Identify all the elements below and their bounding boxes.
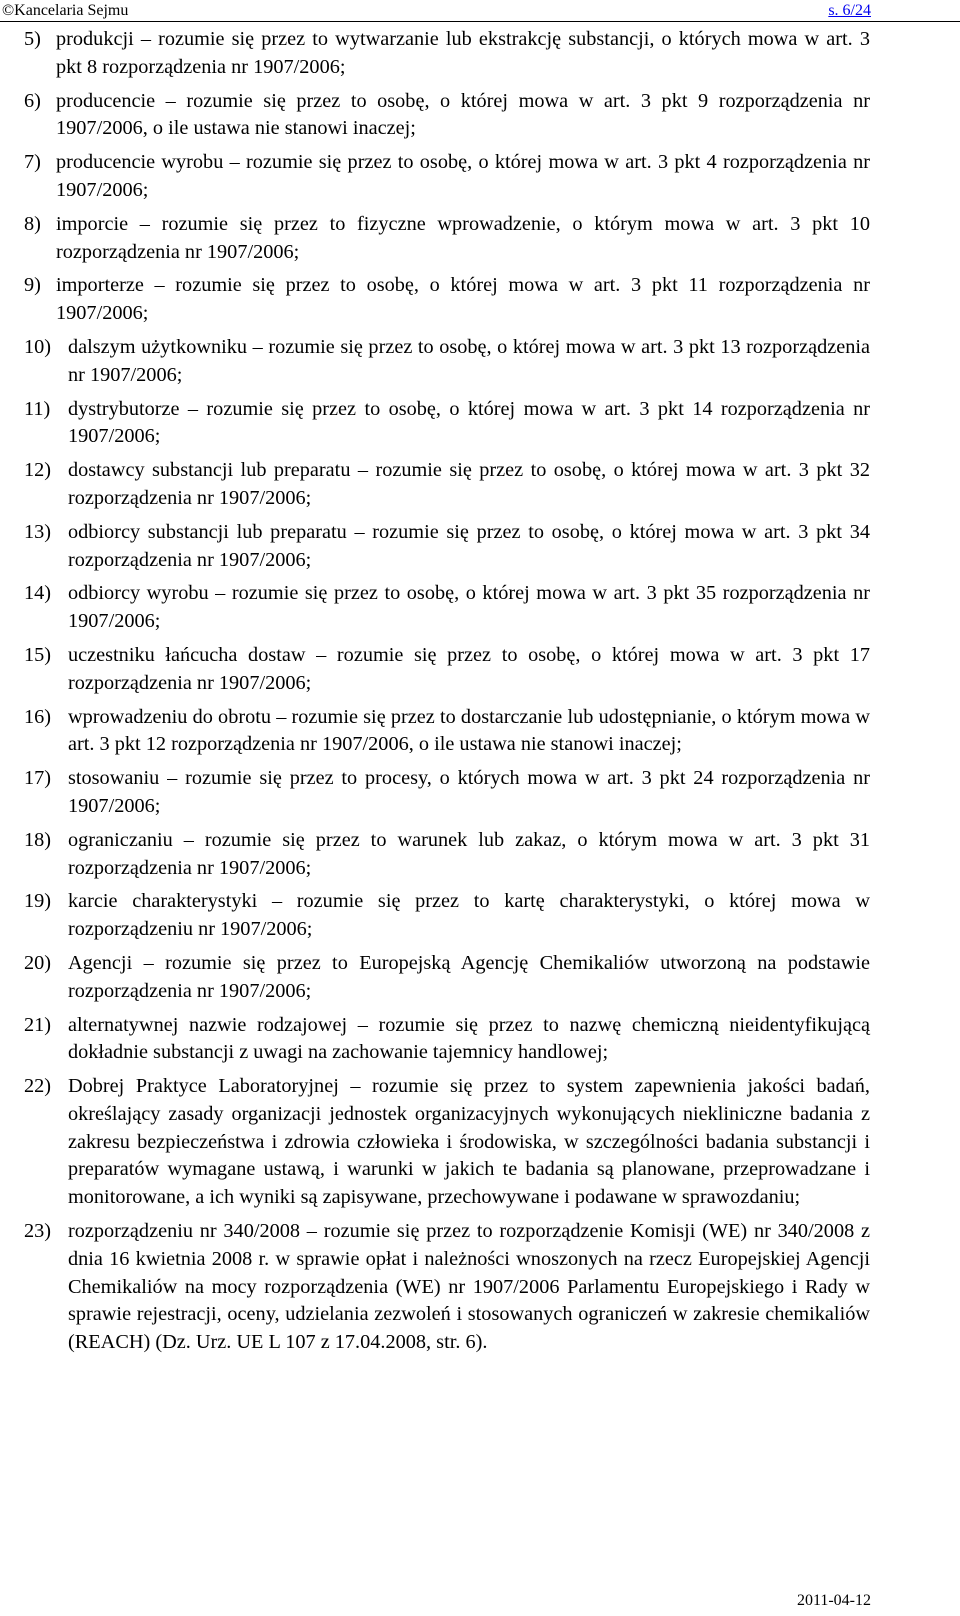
item-text: wprowadzeniu do obrotu – rozumie się przez to dostarczanie lub udostępnianie, o którym mowa w art. 3 pkt 12 rozporządzenia nr 1907/2006, o ile ustawa nie stanowi inaczej;: [68, 705, 870, 756]
list-item: [24, 950, 870, 1006]
item-number: 7): [24, 151, 41, 174]
copyright-label: ©Kancelaria Sejmu: [2, 2, 129, 19]
item-number: 11): [24, 397, 51, 420]
list-item: [24, 1012, 870, 1068]
item-number: 13): [24, 520, 52, 543]
item-text: Agencji – rozumie się przez to Europejską Agencję Chemikaliów utworzoną na podstawie rozporządzenia nr 1907/2006;: [68, 951, 870, 1002]
item-text: stosowaniu – rozumie się przez to procesy, o których mowa w art. 3 pkt 24 rozporządzenia nr 1907/2006;: [68, 767, 870, 817]
list-item: [24, 334, 870, 390]
item-number: 23): [24, 1220, 52, 1243]
list-item: [24, 26, 870, 82]
item-number: 22): [24, 1075, 52, 1098]
item-text: odbiorcy substancji lub preparatu – rozumie się przez to osobę, o której mowa w art. 3 pkt 34 rozporządzenia nr 1907/2006;: [68, 520, 870, 571]
item-text: odbiorcy wyrobu – rozumie się przez to osobę, o której mowa w art. 3 pkt 35 rozporządzenia nr 1907/2006;: [68, 582, 870, 633]
item-text: imporcie – rozumie się przez to fizyczne wprowadzenie, o którym mowa w art. 3 pkt 10 rozporządzenia nr 1907/2006;: [56, 212, 870, 263]
item-number: 10): [24, 335, 52, 358]
item-text: uczestniku łańcucha dostaw – rozumie się przez to osobę, o której mowa w art. 3 pkt 17 rozporządzenia nr 1907/2006;: [68, 643, 870, 694]
list-item: [24, 149, 870, 205]
list-item: [24, 272, 870, 328]
list-item: [24, 88, 870, 144]
item-number: 14): [24, 582, 52, 605]
list-item: [24, 827, 870, 883]
list-item: [24, 704, 870, 760]
list-item: [24, 396, 870, 452]
list-item: [24, 1218, 870, 1357]
page-number-link[interactable]: s. 6/24: [828, 2, 871, 19]
item-number: 9): [24, 274, 41, 297]
item-number: 20): [24, 951, 52, 974]
item-number: 8): [24, 212, 41, 235]
item-number: 6): [24, 89, 41, 112]
item-text: karcie charakterystyki – rozumie się przez to kartę charakterystyki, o której mowa w rozporządzeniu nr 1907/2006;: [68, 890, 870, 941]
item-number: 15): [24, 643, 52, 666]
item-text: dystrybutorze – rozumie się przez to osobę, o której mowa w art. 3 pkt 14 rozporządzenia nr 1907/2006;: [68, 397, 870, 448]
footer-date: 2011-04-12: [796, 1592, 871, 1609]
item-text: rozporządzeniu nr 340/2008 – rozumie się przez to rozporządzenie Komisji (WE) nr 340/2008 z dnia 16 kwietnia 2008 r. w sprawie opłat i należności wnoszonych na rzecz Europejskiej Agencji Chemikaliów na mocy rozporządzenia (WE) nr 1907/2006 Parlamentu Europejskiego i Rady w sprawie rejestracji, oceny, udzielania zezwoleń i stosowanych ograniczeń w zakresie chemikaliów (REACH) (Dz. Urz. UE L 107 z 17.04.2008, str. 6).: [68, 1220, 870, 1354]
list-item: [24, 642, 870, 698]
list-item: [24, 888, 870, 944]
item-text: produkcji – rozumie się przez to wytwarzanie lub ekstrakcję substancji, o których mowa w art. 3 pkt 8 rozporządzenia nr 1907/2006;: [56, 28, 870, 78]
item-number: 17): [24, 767, 52, 790]
list-item: [24, 457, 870, 513]
header-divider: [0, 21, 960, 22]
list-item: [24, 211, 870, 267]
page-header: [0, 0, 960, 22]
item-text: ograniczaniu – rozumie się przez to warunek lub zakaz, o którym mowa w art. 3 pkt 31 rozporządzenia nr 1907/2006;: [68, 828, 870, 879]
list-item: [24, 1073, 870, 1212]
item-number: 19): [24, 890, 52, 913]
list-item: [24, 580, 870, 636]
item-number: 21): [24, 1013, 52, 1036]
item-number: 12): [24, 459, 52, 482]
item-text: producencie – rozumie się przez to osobę, o której mowa w art. 3 pkt 9 rozporządzenia nr 1907/2006, o ile ustawa nie stanowi inaczej;: [56, 89, 870, 140]
definitions-list: [24, 26, 870, 1363]
item-number: 16): [24, 705, 52, 728]
item-text: alternatywnej nazwie rodzajowej – rozumie się przez to nazwę chemiczną nieidentyfikującą dokładnie substancji z uwagi na zachowanie tajemnicy handlowej;: [68, 1013, 870, 1064]
list-item: [24, 519, 870, 575]
item-text: producencie wyrobu – rozumie się przez to osobę, o której mowa w art. 3 pkt 4 rozporządzenia nr 1907/2006;: [56, 151, 870, 201]
item-text: dostawcy substancji lub preparatu – rozumie się przez to osobę, o której mowa w art. 3 pkt 32 rozporządzenia nr 1907/2006;: [68, 459, 870, 509]
item-number: 5): [24, 28, 41, 50]
item-number: 18): [24, 828, 52, 851]
item-text: dalszym użytkowniku – rozumie się przez to osobę, o której mowa w art. 3 pkt 13 rozporządzenia nr 1907/2006;: [68, 335, 870, 386]
item-text: Dobrej Praktyce Laboratoryjnej – rozumie się przez to system zapewnienia jakości badań, określający zasady organizacji jednostek organizacyjnych wykonujących niekliniczne badania z zakresu bezpieczeństwa i zdrowia człowieka i środowiska, w szczególności badania substancji i preparatów wymagane ustawą, i warunki w jakich te badania są planowane, przeprowadzane i monitorowane, a ich wyniki są zapisywane, przechowywane i podawane w sprawozdaniu;: [68, 1075, 870, 1209]
list-item: [24, 765, 870, 821]
item-text: importerze – rozumie się przez to osobę, o której mowa w art. 3 pkt 11 rozporządzenia nr 1907/2006;: [56, 274, 870, 325]
